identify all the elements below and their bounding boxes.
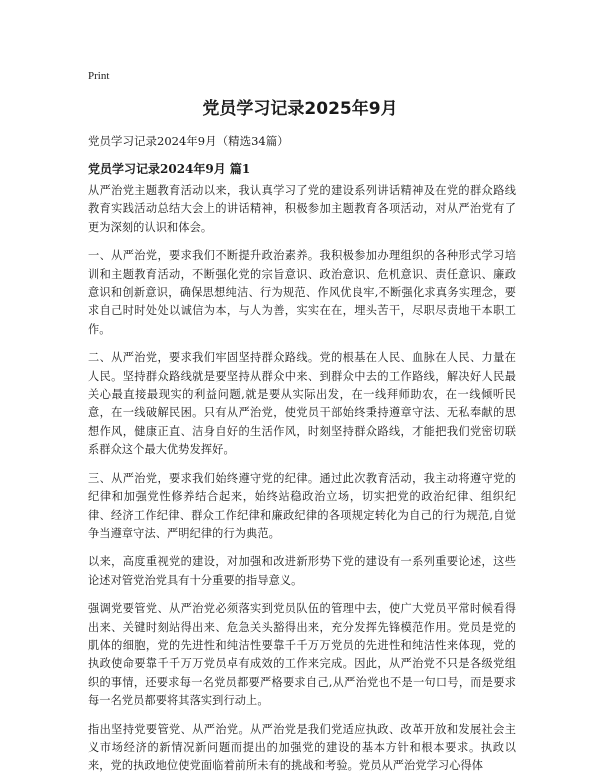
paragraph-point-three: 三、从严治党，要求我们始终遵守党的纪律。通过此次教育活动，我主动将遵守党的纪律和加强党性修养结合起来，始终站稳政治立场，切实把党的政治纪律、组织纪律、经济工作纪律、群众工作纪律和廉政纪律的各项规定转化为自己的行为规范,自觉争当遵章守法、严明纪律的行为典范。 bbox=[88, 471, 516, 540]
section-heading: 党员学习记录2024年9月 篇1 bbox=[88, 162, 251, 176]
paragraph-point-one: 一、从严治党，要求我们不断提升政治素养。我积极参加办理组织的各种形式学习培训和主题教育活动，不断强化党的宗旨意识、政治意识、危机意识、责任意识、廉政意识和创新意识，确保思想纯洁、行为规范、作风优良牢,不断强化求真务实理念，要求自己时时处处以诚信为本，与人为善，实实在在，埋头苦干，尽职尽责地干本职工作。 bbox=[88, 249, 516, 336]
paragraph-point-two: 二、从严治党，要求我们牢固坚持群众路线。党的根基在人民、血脉在人民、力量在人民。坚持群众路线就是要坚持从群众中来、到群众中去的工作路线，解决好人民最关心最直接最现实的利益问题,就是要从实际出发，在一线拜师助农，在一线倾听民意，在一线破解民困。只有从严治党，使党员干部始终秉持遵章守法、无私奉献的思想作风，健康正直、洁身自好的生活作风，时刻坚持群众路线，才能把我们党密切联系群众这个最大优势发挥好。 bbox=[88, 351, 516, 457]
paragraph-intro: 从严治党主题教育活动以来，我认真学习了党的建设系列讲话精神及在党的群众路线教育实践活动总结大会上的讲话精神，积极参加主题教育各项活动，对从严治党有了更为深刻的认识和体会。 bbox=[88, 184, 516, 234]
paragraph-party-building: 以来，高度重视党的建设，对加强和改进新形势下党的建设有一系列重要论述，这些论述对管党治党具有十分重要的指导意义。 bbox=[88, 555, 516, 587]
print-link[interactable]: Print bbox=[88, 70, 110, 82]
page-title: 党员学习记录2025年9月 bbox=[202, 99, 398, 119]
paragraph-strict-governance: 指出坚持党要管党、从严治党。从严治党是我们党适应执政、改革开放和发展社会主义市场经济的新情况新问题而提出的加强党的建设的基本方针和根本要求。执政以来，党的执政地位使党面临着前所未有的挑战和考验。党员从严治党学习心得体 bbox=[88, 722, 516, 773]
paragraph-members: 强调党要管党、从严治党必须落实到党员队伍的管理中去，使广大党员平常时候看得出来、关键时刻站得出来、危急关头豁得出来，充分发挥先锋模范作用。党员是党的肌体的细胞，党的先进性和纯洁性要靠千千万万党员的先进性和纯洁性来体现，党的执政使命要靠千千万万党员卓有成效的工作来完成。因此，从严治党不只是各级党组织的事情，还要求每一名党员都要严格要求自己,从严治党也不是一句口号，而是要求每一名党员都要将其落实到行动上。 bbox=[88, 602, 516, 708]
document-subtitle: 党员学习记录2024年9月（精选34篇） bbox=[88, 134, 289, 148]
body-text bbox=[88, 182, 516, 776]
